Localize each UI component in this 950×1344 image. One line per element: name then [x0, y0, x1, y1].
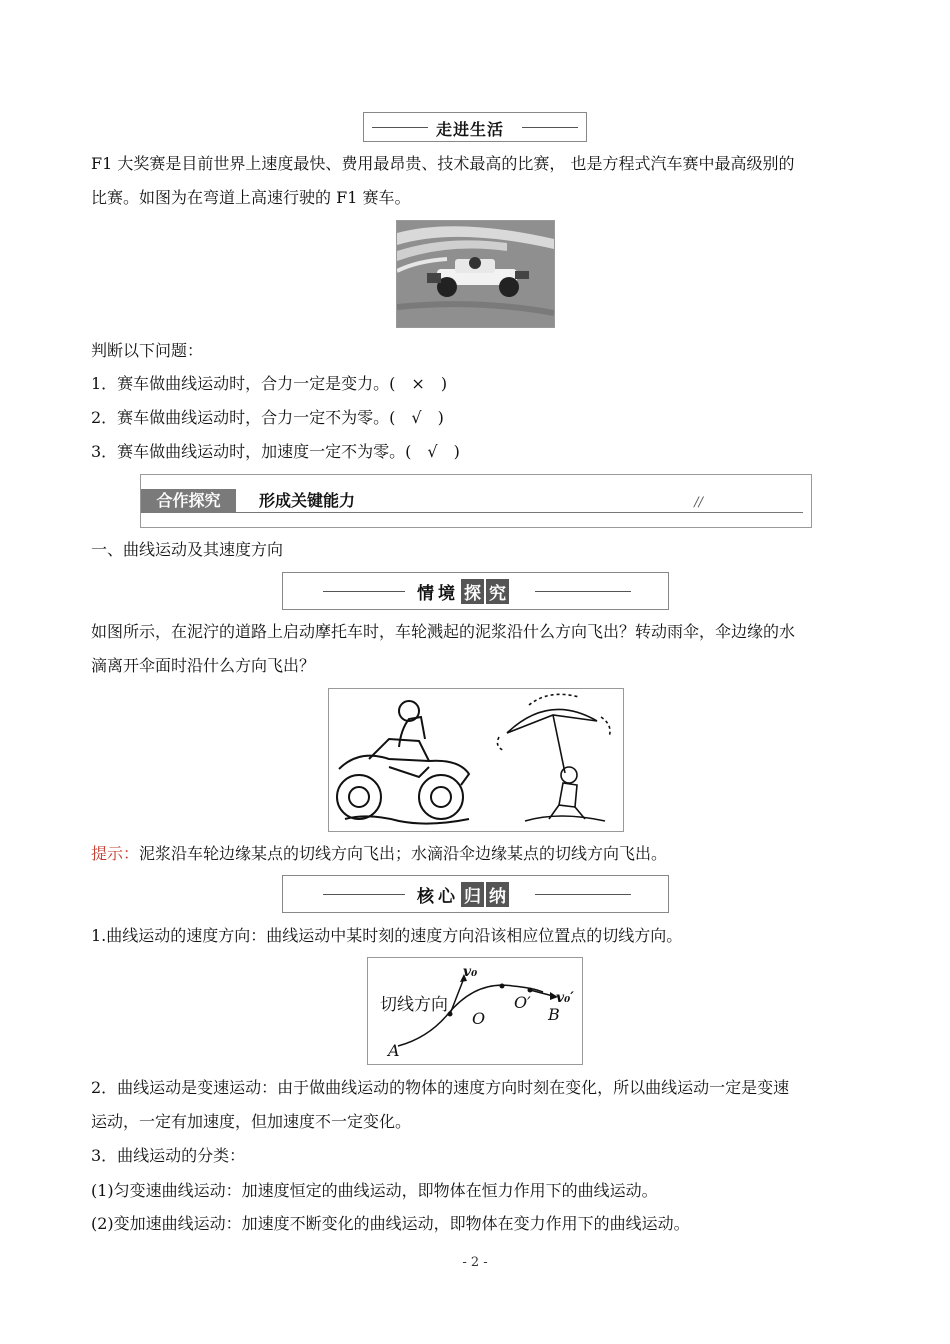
- section-marks: //: [694, 495, 703, 510]
- banner-tag: 探: [461, 579, 484, 604]
- judge-item-1: 1．赛车做曲线运动时，合力一定是变力。( × ): [91, 374, 448, 393]
- point-O: O: [472, 1009, 486, 1028]
- umbrella-drawing: [497, 694, 610, 821]
- page-number: - 2 -: [462, 1255, 488, 1270]
- banner-tag: 归: [461, 882, 484, 907]
- banner-dash-left: [323, 894, 405, 895]
- banner-char: 情: [417, 584, 434, 604]
- point-3-a: (1)匀变速曲线运动：加速度恒定的曲线运动，即物体在恒力作用下的曲线运动。: [91, 1181, 658, 1200]
- banner-dash-right: [535, 894, 631, 895]
- banner-life-text: 走进生活: [436, 120, 505, 139]
- banner-char: 核: [417, 887, 434, 907]
- section-tab: 合作探究: [141, 489, 236, 513]
- intro-line-1: F1 大奖赛是目前世界上速度最快、费用最昂贵、技术最高的比赛， 也是方程式汽车赛中最高级别的: [91, 154, 795, 173]
- section-bar: [140, 474, 812, 528]
- hint-label: 提示：: [91, 844, 140, 863]
- scene-line-2: 滴离开伞面时沿什么方向飞出？: [91, 656, 316, 675]
- banner-char: 境: [438, 584, 455, 604]
- section-title: 形成关键能力: [259, 491, 356, 510]
- point-A: A: [388, 1041, 400, 1060]
- banner-core-text: [417, 882, 509, 907]
- intro-line-2: 比赛。如图为在弯道上高速行驶的 F1 赛车。: [91, 188, 411, 207]
- f1-car-photo: [396, 220, 555, 328]
- banner-dash-right: [522, 127, 578, 128]
- point-B: B: [548, 1005, 560, 1024]
- banner-scene: [282, 572, 669, 610]
- v0p-label: v₀′: [556, 990, 574, 1006]
- banner-life: [363, 112, 587, 142]
- section-rule: [236, 512, 803, 513]
- judge-item-3: 3．赛车做曲线运动时，加速度一定不为零。( √ ): [91, 442, 460, 461]
- judge-title: 判断以下问题：: [91, 341, 204, 360]
- motorcycle-umbrella-illustration: [328, 688, 624, 832]
- banner-char: 心: [438, 887, 455, 907]
- point-O-prime: O′: [514, 993, 531, 1012]
- tangent-direction-diagram: [367, 957, 583, 1065]
- banner-core: [282, 875, 669, 913]
- banner-dash-right: [535, 591, 631, 592]
- topic-heading: 一、曲线运动及其速度方向: [91, 540, 284, 559]
- hint-text: 泥浆沿车轮边缘某点的切线方向飞出；水滴沿伞边缘某点的切线方向飞出。: [139, 844, 668, 863]
- point-2-line-1: 2．曲线运动是变速运动：由于做曲线运动的物体的速度方向时刻在变化，所以曲线运动一定是变速: [91, 1078, 790, 1097]
- tangent-label: 切线方向: [380, 995, 448, 1015]
- point-2-line-2: 运动，一定有加速度，但加速度不一定变化。: [91, 1112, 412, 1131]
- point-3: 3．曲线运动的分类：: [91, 1146, 246, 1165]
- banner-dash-left: [372, 127, 428, 128]
- point-1: 1.曲线运动的速度方向：曲线运动中某时刻的速度方向沿该相应位置点的切线方向。: [91, 926, 683, 945]
- judge-item-2: 2．赛车做曲线运动时，合力一定不为零。( √ ): [91, 408, 444, 427]
- banner-dash-left: [323, 591, 405, 592]
- banner-scene-text: [417, 579, 509, 604]
- motorcycle-drawing: [337, 701, 469, 824]
- point-3-b: (2)变加速曲线运动：加速度不断变化的曲线运动，即物体在变力作用下的曲线运动。: [91, 1214, 690, 1233]
- v0-arrow: [450, 978, 464, 1014]
- banner-tag: 究: [486, 579, 509, 604]
- scene-line-1: 如图所示，在泥泞的道路上启动摩托车时，车轮溅起的泥浆沿什么方向飞出？转动雨伞，伞边缘的水: [91, 622, 796, 641]
- hint-line: [91, 844, 667, 864]
- v0-label: v₀: [463, 964, 478, 980]
- banner-tag: 纳: [486, 882, 509, 907]
